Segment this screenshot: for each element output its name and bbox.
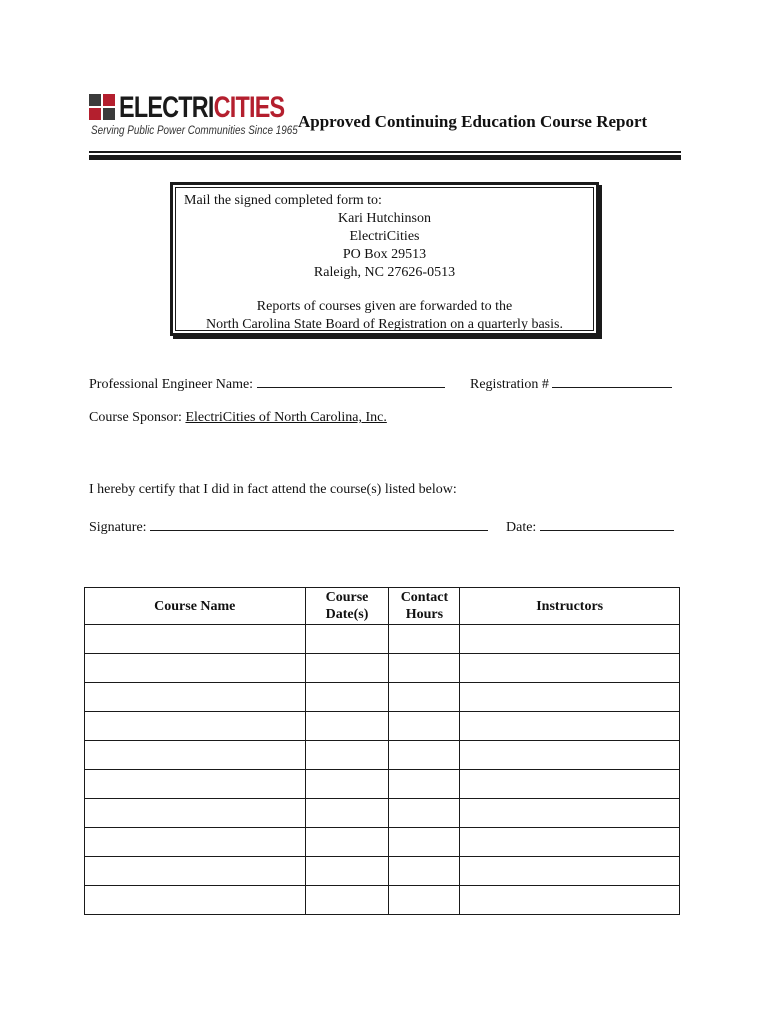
course-name-cell[interactable] — [85, 770, 306, 799]
table-header-row — [85, 588, 680, 625]
table-row — [85, 799, 680, 828]
course-dates-cell[interactable] — [305, 770, 389, 799]
mail-note-line1: Reports of courses given are forwarded to the — [256, 299, 513, 314]
date-label: Date: — [506, 520, 537, 535]
contact-hours-cell[interactable] — [389, 886, 460, 915]
course-dates-cell[interactable] — [305, 625, 389, 654]
registration-label: Registration # — [470, 377, 549, 392]
instructors-cell[interactable] — [460, 625, 680, 654]
table-row — [85, 857, 680, 886]
contact-hours-cell[interactable] — [389, 654, 460, 683]
course-name-cell[interactable] — [85, 741, 306, 770]
course-name-cell[interactable] — [85, 799, 306, 828]
contact-hours-cell[interactable] — [389, 770, 460, 799]
course-sponsor-value: ElectriCities of North Carolina, Inc. — [185, 410, 387, 425]
logo-wordmark: ELECTRICITIES — [119, 91, 285, 124]
certification-statement: I hereby certify that I did in fact attend the course(s) listed below: — [89, 482, 457, 497]
instructors-cell[interactable] — [460, 799, 680, 828]
course-name-cell[interactable] — [85, 654, 306, 683]
page-title: Approved Continuing Education Course Report — [298, 112, 648, 131]
instructors-cell[interactable] — [460, 654, 680, 683]
signature-label: Signature: — [89, 520, 147, 535]
course-dates-cell[interactable] — [305, 712, 389, 741]
signature-row — [89, 516, 488, 536]
contact-hours-cell[interactable] — [389, 625, 460, 654]
instructors-cell[interactable] — [460, 712, 680, 741]
course-dates-cell[interactable] — [305, 857, 389, 886]
instructors-cell[interactable] — [460, 741, 680, 770]
course-name-cell[interactable] — [85, 886, 306, 915]
instructors-cell[interactable] — [460, 886, 680, 915]
contact-hours-cell[interactable] — [389, 683, 460, 712]
course-dates-cell[interactable] — [305, 828, 389, 857]
course-dates-cell[interactable] — [305, 886, 389, 915]
contact-hours-cell[interactable] — [389, 857, 460, 886]
address-org: ElectriCities — [349, 229, 420, 244]
address-city: Raleigh, NC 27626-0513 — [313, 265, 456, 280]
table-row — [85, 770, 680, 799]
table-row — [85, 828, 680, 857]
mail-intro: Mail the signed completed form to: — [184, 193, 382, 208]
header-course-name: Course Name — [85, 588, 306, 625]
course-table — [84, 587, 680, 915]
header-contact-hours: Contact Hours — [389, 588, 460, 625]
course-name-cell[interactable] — [85, 712, 306, 741]
course-dates-cell[interactable] — [305, 799, 389, 828]
contact-hours-cell[interactable] — [389, 741, 460, 770]
date-field[interactable] — [540, 516, 674, 531]
table-row — [85, 683, 680, 712]
signature-field[interactable] — [150, 516, 488, 531]
registration-row — [470, 373, 672, 393]
address-po-box: PO Box 29513 — [342, 247, 427, 262]
mail-note-line2: North Carolina State Board of Registration on a quarterly basis. — [206, 317, 563, 332]
contact-hours-cell[interactable] — [389, 828, 460, 857]
engineer-name-label: Professional Engineer Name: — [89, 377, 254, 392]
table-row — [85, 654, 680, 683]
header-rule-thick — [89, 155, 681, 160]
instructors-cell[interactable] — [460, 683, 680, 712]
course-name-cell[interactable] — [85, 828, 306, 857]
course-sponsor-label: Course Sponsor: — [89, 410, 182, 425]
course-dates-cell[interactable] — [305, 654, 389, 683]
contact-hours-cell[interactable] — [389, 799, 460, 828]
instructors-cell[interactable] — [460, 770, 680, 799]
table-row — [85, 741, 680, 770]
logo-grid-icon — [89, 94, 115, 120]
course-name-cell[interactable] — [85, 625, 306, 654]
electricities-logo — [89, 91, 298, 142]
contact-hours-cell[interactable] — [389, 712, 460, 741]
table-row — [85, 712, 680, 741]
course-dates-cell[interactable] — [305, 683, 389, 712]
logo-tagline: Serving Public Power Communities Since 1965 — [91, 125, 298, 137]
header-course-dates: Course Date(s) — [305, 588, 389, 625]
instructors-cell[interactable] — [460, 828, 680, 857]
course-dates-cell[interactable] — [305, 741, 389, 770]
registration-field[interactable] — [552, 373, 672, 388]
engineer-name-field[interactable] — [257, 373, 445, 388]
date-row — [506, 516, 674, 536]
header-instructors: Instructors — [460, 588, 680, 625]
mailing-address — [176, 210, 593, 282]
table-row — [85, 886, 680, 915]
table-row — [85, 625, 680, 654]
course-sponsor-row — [89, 410, 387, 426]
address-name: Kari Hutchinson — [338, 211, 431, 226]
course-name-cell[interactable] — [85, 683, 306, 712]
header-rule-thin — [89, 151, 681, 153]
engineer-name-row — [89, 373, 445, 393]
instructors-cell[interactable] — [460, 857, 680, 886]
mail-note — [176, 298, 593, 334]
course-name-cell[interactable] — [85, 857, 306, 886]
mailing-instructions-box — [170, 182, 599, 336]
